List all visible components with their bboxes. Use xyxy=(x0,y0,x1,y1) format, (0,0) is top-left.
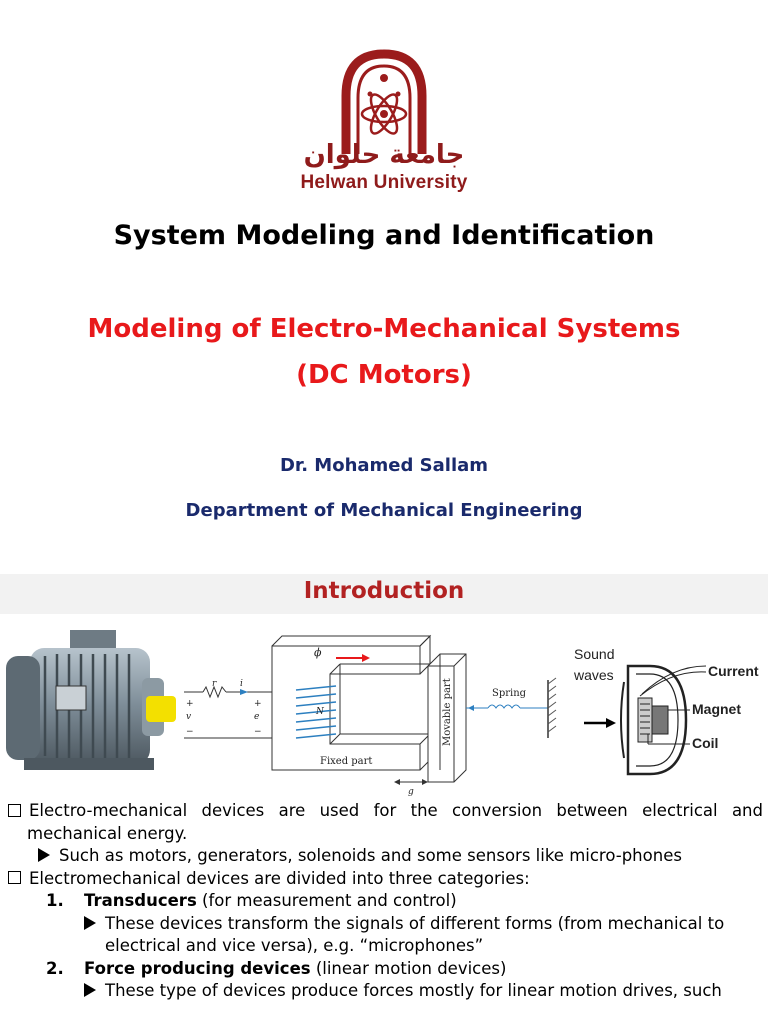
numbered-item-2: 2. Force producing devices (linear motion devices) xyxy=(46,958,507,978)
arrow-bullet-icon xyxy=(38,848,50,862)
figure-strip xyxy=(0,626,768,800)
author-name: Dr. Mohamed Sallam xyxy=(279,455,489,476)
label-r: r xyxy=(212,679,217,689)
body-text xyxy=(8,800,763,1003)
bullet-1: Electro-mechanical devices are used for the conversion between electrical and xyxy=(8,800,763,823)
numbered-item-1: 1. Transducers (for measurement and control) xyxy=(46,891,457,910)
numbered-item-2-sub: These type of devices produce forces mostly for linear motion drives, such xyxy=(8,980,763,1003)
arrow-bullet-icon xyxy=(84,983,96,997)
label-i: i xyxy=(240,679,243,689)
label-waves: waves xyxy=(574,667,614,683)
bullet-1-continued: mechanical energy. xyxy=(27,823,188,843)
label-plus-e: + xyxy=(254,699,262,709)
logo-english-wordmark: Helwan University xyxy=(300,172,468,193)
arrow-bullet-icon xyxy=(84,916,96,930)
checkbox-bullet-icon xyxy=(8,804,21,817)
main-title: System Modeling and Identification xyxy=(113,220,655,251)
bullet-2: Electromechanical devices are divided into three categories: xyxy=(8,868,763,891)
label-sound: Sound xyxy=(574,646,615,662)
label-magnet: Magnet xyxy=(692,701,741,717)
label-spring: Spring xyxy=(492,688,527,699)
subtitle-line-1: Modeling of Electro-Mechanical Systems xyxy=(87,314,681,344)
label-fixed-part: Fixed part xyxy=(320,756,373,767)
label-minus-v: − xyxy=(186,727,194,737)
label-g: g xyxy=(408,787,414,797)
label-movable-part: Movable part xyxy=(442,678,453,746)
logo-arabic-wordmark: جامعة حلوان xyxy=(303,140,465,170)
subtitle-line-2: (DC Motors) xyxy=(296,360,472,390)
label-v: v xyxy=(186,712,192,722)
department-name: Department of Mechanical Engineering xyxy=(185,500,583,521)
label-minus-e: − xyxy=(254,727,262,737)
label-n: N xyxy=(316,707,324,717)
label-current: Current xyxy=(708,663,759,679)
label-coil: Coil xyxy=(692,735,719,751)
section-title: Introduction xyxy=(303,578,465,604)
numbered-item-1-sub: These devices transform the signals of different forms (from mechanical to xyxy=(8,913,763,936)
checkbox-bullet-icon xyxy=(8,871,21,884)
label-phi: ϕ xyxy=(314,646,322,659)
label-e: e xyxy=(254,712,260,722)
motor-image xyxy=(6,630,176,770)
numbered-item-1-sub-continued: electrical and vice versa), e.g. “microphones” xyxy=(105,936,484,955)
sub-bullet-1: Such as motors, generators, solenoids and some sensors like micro-phones xyxy=(8,845,763,868)
label-plus-v: + xyxy=(186,699,194,709)
